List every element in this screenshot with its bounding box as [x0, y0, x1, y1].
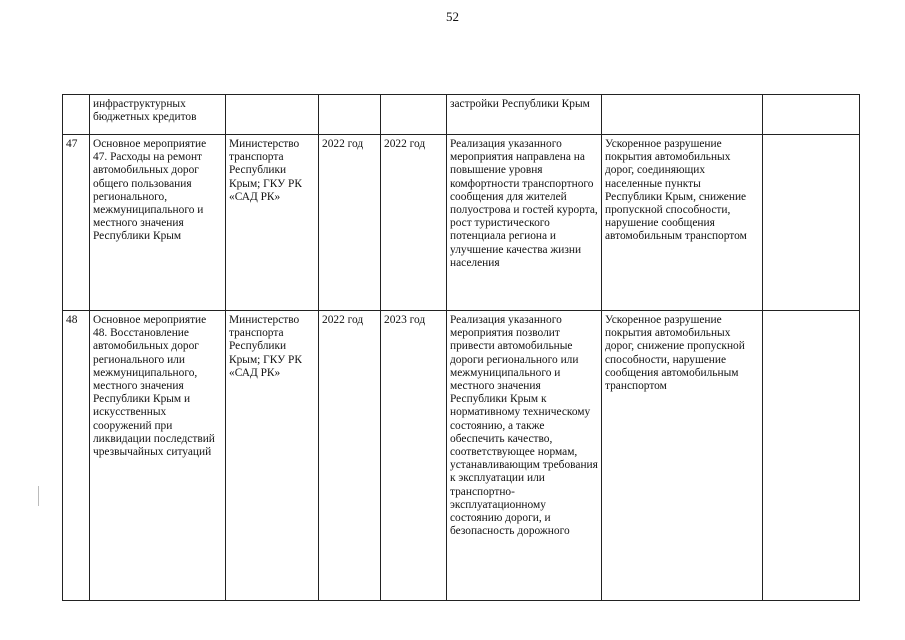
cell-start-year: 2022 год	[319, 135, 381, 311]
cell-indicator	[763, 135, 860, 311]
cell-number: 48	[63, 311, 90, 601]
cell-expected-result: застройки Республики Крым	[447, 95, 602, 135]
cell-number	[63, 95, 90, 135]
table-row	[63, 135, 860, 311]
cell-executor	[226, 95, 319, 135]
cell-end-year: 2023 год	[381, 311, 447, 601]
scan-artifact	[38, 486, 39, 506]
table-row	[63, 311, 860, 601]
cell-start-year	[319, 95, 381, 135]
page-number: 52	[446, 9, 459, 24]
cell-consequences: Ускоренное разрушение покрытия автомобильных дорог, соединяющих населенные пункты Республики Крым, снижение пропускной способности, нарушение сообщения автомобильным транспортом	[602, 135, 763, 311]
cell-end-year	[381, 95, 447, 135]
cell-expected-result: Реализация указанного мероприятия направлена на повышение уровня комфортности транспортного сообщения для жителей полуострова и гостей курорта, рост туристического потенциала региона и улучшение качества жизни населения	[447, 135, 602, 311]
cell-measure-name: Основное мероприятие 47. Расходы на ремонт автомобильных дорог общего пользования регионального, межмуниципального и местного значения Республики Крым	[90, 135, 226, 311]
cell-executor: Министерство транспорта Республики Крым; ГКУ РК «САД РК»	[226, 135, 319, 311]
program-measures-table	[62, 94, 860, 601]
cell-end-year: 2022 год	[381, 135, 447, 311]
cell-measure-name: инфраструктурных бюджетных кредитов	[90, 95, 226, 135]
cell-start-year: 2022 год	[319, 311, 381, 601]
cell-measure-name: Основное мероприятие 48. Восстановление автомобильных дорог регионального или межмуниципального, местного значения Республики Крым и искусственных сооружений при ликвидации последствий чрезвычайных ситуаций	[90, 311, 226, 601]
cell-number: 47	[63, 135, 90, 311]
cell-indicator	[763, 95, 860, 135]
cell-consequences	[602, 95, 763, 135]
cell-consequences: Ускоренное разрушение покрытия автомобильных дорог, снижение пропускной способности, нарушение сообщения автомобильным транспортом	[602, 311, 763, 601]
cell-indicator	[763, 311, 860, 601]
table-row	[63, 95, 860, 135]
cell-expected-result: Реализация указанного мероприятия позволит привести автомобильные дороги регионального или межмуниципального и местного значения Республики Крым к нормативному техническому состоянию, а также обеспечить качество, соответствующее нормам, устанавливающим требования к эксплуатации или транспортно-эксплуатационному состоянию дороги, и безопасность дорожного	[447, 311, 602, 601]
cell-executor: Министерство транспорта Республики Крым; ГКУ РК «САД РК»	[226, 311, 319, 601]
